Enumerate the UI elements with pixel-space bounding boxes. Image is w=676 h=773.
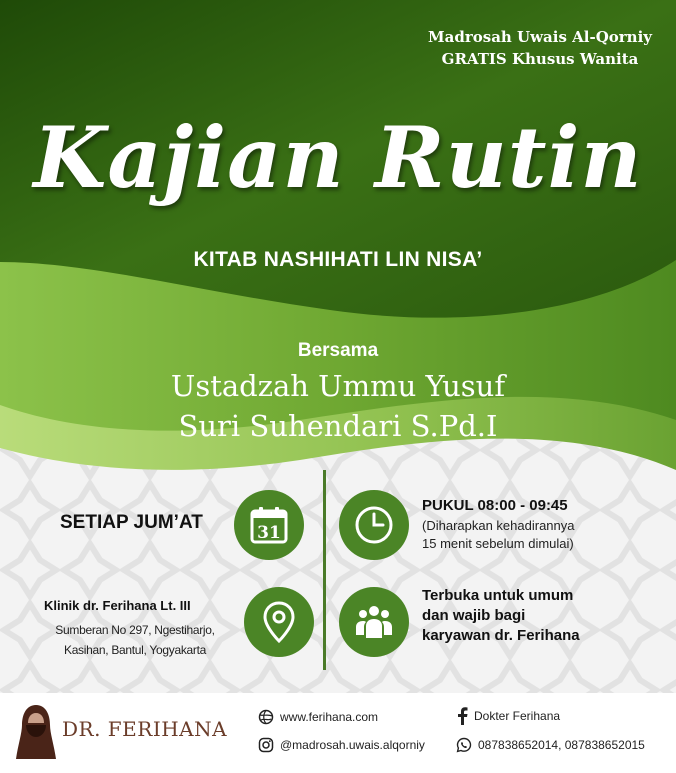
organizer-name: Madrosah Uwais Al-Qorniy: [428, 28, 652, 46]
brand-logo-figure: [14, 701, 58, 768]
audience-line-3: karyawan dr. Ferihana: [422, 627, 580, 644]
facebook-link[interactable]: [456, 707, 560, 725]
group-icon: [339, 587, 409, 657]
organizer-text: [428, 26, 652, 70]
center-divider: [323, 470, 326, 670]
brand-name: DR. FERIHANA: [62, 717, 228, 741]
location-pin-icon: [244, 587, 314, 657]
whatsapp-text: 087838652014, 087838652015: [478, 738, 645, 752]
facebook-icon: [456, 707, 468, 725]
event-subtitle: KITAB NASHIHATI LIN NISA’: [193, 248, 483, 271]
organizer-note: GRATIS Khusus Wanita: [441, 50, 639, 68]
audience-text: [422, 586, 580, 646]
whatsapp-link[interactable]: [456, 737, 645, 753]
globe-icon: [258, 709, 274, 725]
instagram-icon: [258, 737, 274, 753]
website-text: www.ferihana.com: [280, 710, 379, 724]
schedule-note-line-1: (Diharapkan kehadirannya: [422, 518, 575, 533]
location-address-line-1: Sumberan No 297, Ngestiharjo,: [55, 623, 215, 637]
instagram-text: @madrosah.uwais.alqorniy: [280, 738, 425, 752]
location-address: [40, 620, 230, 660]
location-name: Klinik dr. Ferihana Lt. III: [44, 598, 191, 613]
audience-line-2: dan wajib bagi: [422, 607, 526, 624]
schedule-day: SETIAP JUM’AT: [60, 512, 203, 533]
speaker-line-1: Ustadzah Ummu Yusuf: [170, 369, 506, 403]
schedule-note: [422, 517, 574, 553]
bersama-label: Bersama: [297, 340, 379, 361]
clock-icon: [339, 490, 409, 560]
website-link[interactable]: [258, 709, 378, 725]
calendar-icon: [234, 490, 304, 560]
speaker-line-2: Suri Suhendari S.Pd.I: [178, 409, 498, 443]
footer: [0, 693, 676, 773]
event-title: Kajian Rutin: [33, 108, 643, 207]
instagram-link[interactable]: [258, 737, 425, 753]
schedule-time: PUKUL 08:00 - 09:45: [422, 497, 568, 514]
speaker-name: [0, 366, 676, 446]
schedule-note-line-2: 15 menit sebelum dimulai): [422, 536, 574, 551]
location-address-line-2: Kasihan, Bantul, Yogyakarta: [63, 643, 206, 657]
audience-line-1: Terbuka untuk umum: [422, 587, 574, 604]
whatsapp-icon: [456, 737, 472, 753]
facebook-text: Dokter Ferihana: [474, 709, 561, 723]
calendar-number: 31: [257, 523, 281, 543]
